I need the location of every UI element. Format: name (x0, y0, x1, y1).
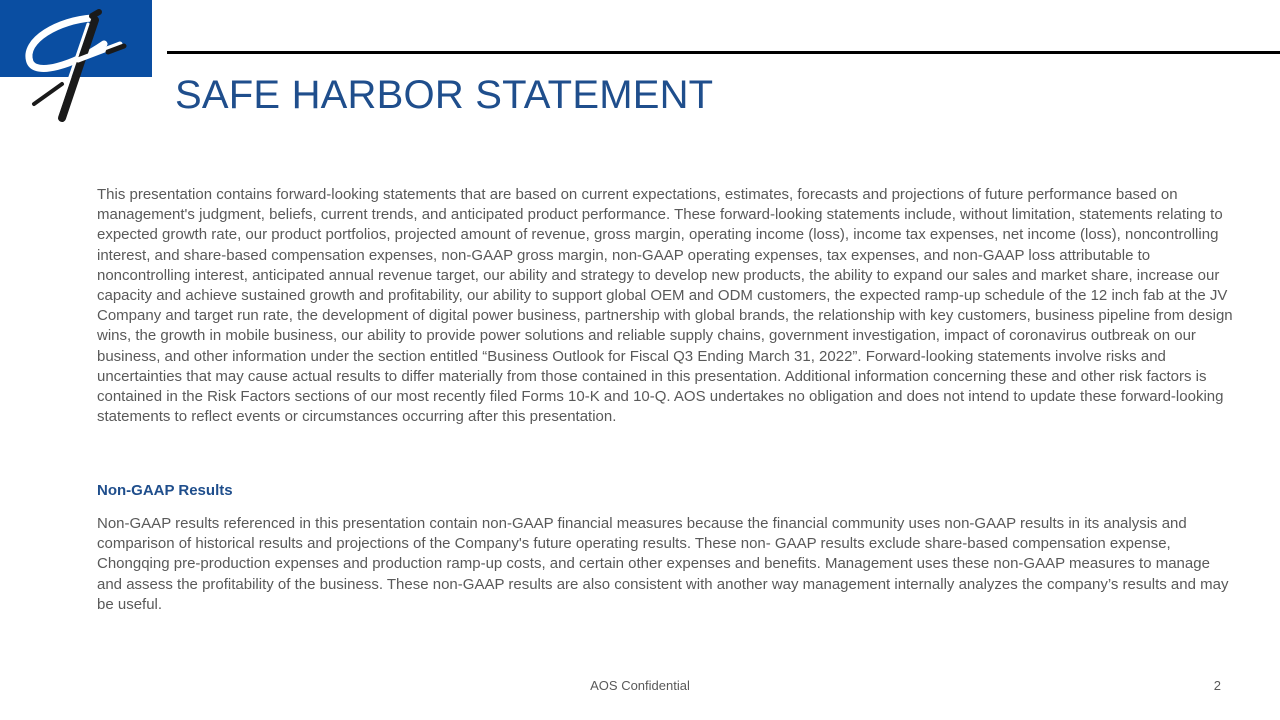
safe-harbor-paragraph: This presentation contains forward-looking statements that are based on current expectations, estimates, forecasts and projections of future performance based on management's judgment, beliefs, current trends, and anticipated product performance. These forward-looking statements include, without limitation, statements relating to expected growth rate, our product portfolios, projected amount of revenue, gross margin, operating income (loss), income tax expenses, net income (loss), noncontrolling interest, and share-based compensation expenses, non-GAAP gross margin, non-GAAP operating expenses, tax expenses, and non-GAAP loss attributable to noncontrolling interest, anticipated annual revenue target, our ability and strategy to develop new products, the ability to expand our sales and market share, increase our capacity and achieve sustained growth and profitability, our ability to support global OEM and ODM customers, the expected ramp-up schedule of the 12 inch fab at the JV Company and target run rate, the development of digital power business, partnership with global brands, the relationship with key customers, business pipeline from design wins, the growth in mobile business, our ability to provide power solutions and reliable supply chains, government investigation, impact of coronavirus outbreak on our business, and other information under the section entitled “Business Outlook for Fiscal Q3 Ending March 31, 2022”. Forward-looking statements involve risks and uncertainties that may cause actual results to differ materially from those contained in this presentation. Additional information concerning these and other risk factors is contained in the Risk Factors sections of our most recently filed Forms 10-K and 10-Q. AOS undertakes no obligation and does not intend to update these forward-looking statements to reflect events or circumstances occurring after this presentation. (97, 186, 1233, 426)
page-number: 2 (1213, 678, 1221, 693)
page-title: SAFE HARBOR STATEMENT (175, 73, 714, 117)
header-rule (167, 51, 1280, 54)
confidential-label: AOS Confidential (590, 678, 690, 693)
aos-logo-icon (0, 0, 160, 130)
nongaap-heading: Non-GAAP Results (97, 482, 233, 499)
nongaap-paragraph: Non-GAAP results referenced in this presentation contain non-GAAP financial measures because the financial community uses non-GAAP results in its analysis and comparison of historical results and projections of the Company's future operating results. These non- GAAP results exclude share-based compensation expense, Chongqing pre-production expenses and production ramp-up costs, and certain other expenses and benefits. Management uses these non-GAAP measures to manage and assess the profitability of the business. These non-GAAP results are also consistent with another way management internally analyzes the company’s results and may be useful. (97, 515, 1229, 613)
